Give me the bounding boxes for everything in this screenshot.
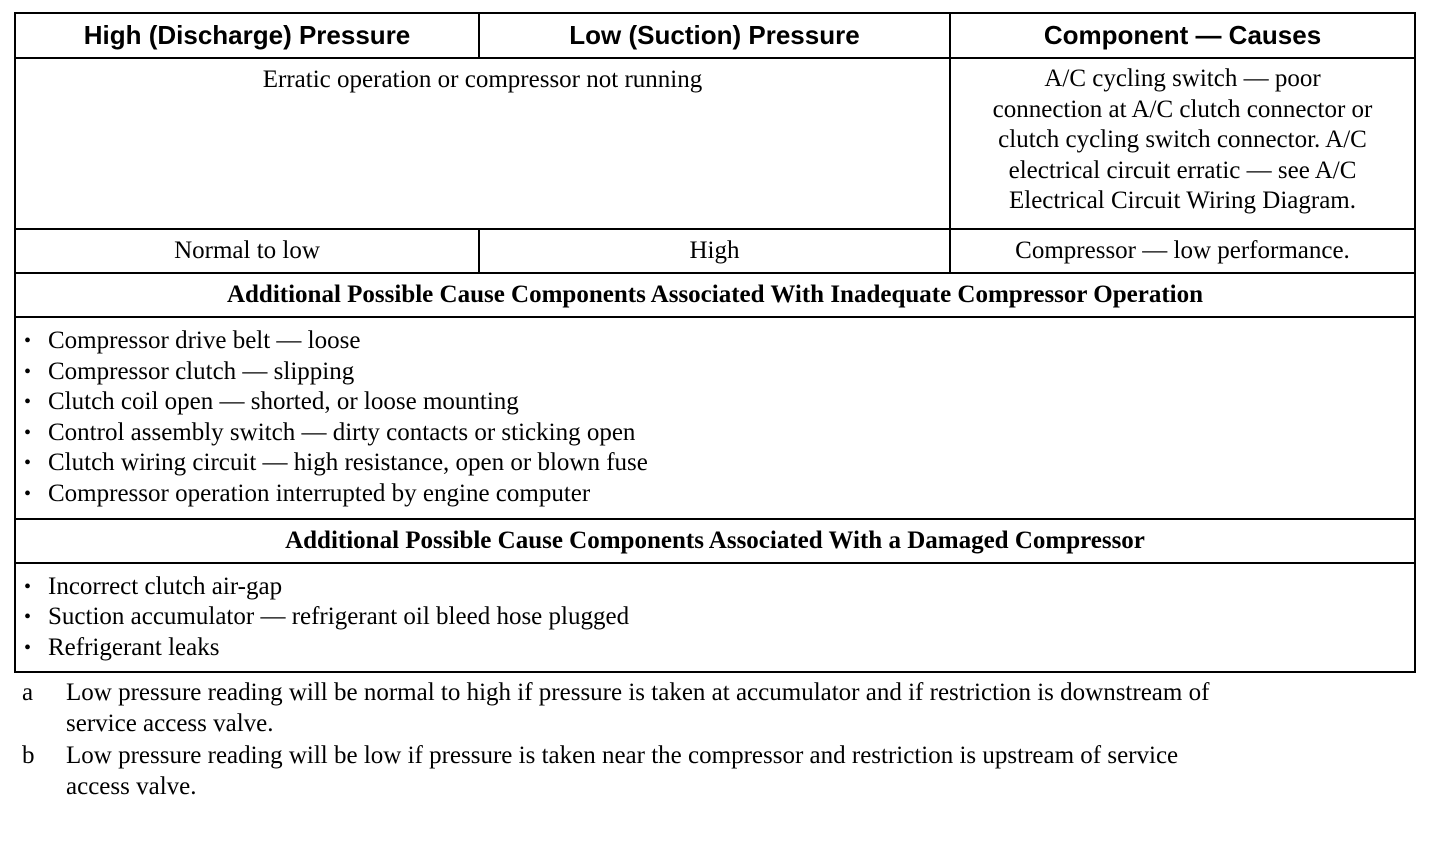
bullet-glyph: • <box>24 421 32 444</box>
cause-line: clutch cycling switch connector. A/C <box>998 126 1367 154</box>
cycling-switch-causes-cell <box>950 58 1415 229</box>
footnote-line: Low pressure reading will be normal to high if pressure is taken at accumulator and if restriction is downstream of <box>66 679 1210 706</box>
low-performance-row <box>15 229 1415 273</box>
bullet-glyph: • <box>24 636 32 659</box>
section2-title: Additional Possible Cause Components Associated With a Damaged Compressor <box>15 519 1415 563</box>
bullet-glyph: • <box>24 482 32 505</box>
section2-title-row <box>15 519 1415 563</box>
header-high-pressure: High (Discharge) Pressure <box>15 13 479 58</box>
cause-line: A/C cycling switch — poor <box>1044 65 1321 92</box>
section2-list-row <box>15 563 1415 673</box>
list-item-text: Refrigerant leaks <box>48 633 220 661</box>
footnotes <box>22 677 1402 803</box>
list-item <box>24 357 1414 388</box>
header-component-causes: Component — Causes <box>950 13 1415 58</box>
bullet-glyph: • <box>24 360 32 383</box>
section1-list <box>24 326 1414 510</box>
cause-line: electrical circuit erratic — see A/C <box>1008 156 1357 184</box>
section2-list-cell <box>15 563 1415 673</box>
cause-line: Electrical Circuit Wiring Diagram. <box>1008 187 1357 215</box>
list-item <box>24 479 1414 510</box>
header-low-pressure: Low (Suction) Pressure <box>479 13 950 58</box>
footnote-line: service access valve. <box>66 710 274 737</box>
compressor-cause: Compressor — low performance. <box>950 229 1415 273</box>
header-row <box>15 13 1415 58</box>
diagnosis-table <box>14 12 1416 673</box>
list-item-text: Compressor operation interrupted by engine computer <box>48 479 591 507</box>
high-pressure-value: Normal to low <box>15 229 479 273</box>
section2-list <box>24 572 1414 664</box>
list-item-text: Clutch coil open — shorted, or loose mounting <box>48 388 519 416</box>
list-item <box>24 418 1414 449</box>
footnote-b <box>22 740 1402 802</box>
list-item <box>24 572 1414 603</box>
footnote-a <box>22 677 1402 739</box>
list-item-text: Control assembly switch — dirty contacts or sticking open <box>48 418 636 446</box>
erratic-condition-cell: Erratic operation or compressor not running <box>15 58 950 229</box>
erratic-row <box>15 58 1415 229</box>
section1-list-cell <box>15 317 1415 519</box>
list-item-text: Clutch wiring circuit — high resistance, open or blown fuse <box>48 449 648 477</box>
section1-list-row <box>15 317 1415 519</box>
footnote-marker: b <box>22 742 35 769</box>
bullet-glyph: • <box>24 575 32 598</box>
list-item <box>24 326 1414 357</box>
cause-line: connection at A/C clutch connector or <box>992 95 1373 123</box>
bullet-glyph: • <box>24 391 32 414</box>
list-item-text: Compressor drive belt — loose <box>48 327 361 354</box>
list-item <box>24 633 1414 664</box>
bullet-glyph: • <box>24 452 32 475</box>
footnote-marker: a <box>22 679 34 706</box>
bullet-glyph: • <box>24 330 32 352</box>
section1-title: Additional Possible Cause Components Associated With Inadequate Compressor Operation <box>15 273 1415 317</box>
list-item <box>24 602 1414 633</box>
list-item <box>24 387 1414 418</box>
list-item-text: Suction accumulator — refrigerant oil bleed hose plugged <box>48 603 630 631</box>
list-item-text: Compressor clutch — slipping <box>48 357 355 385</box>
section1-title-row <box>15 273 1415 317</box>
list-item-text: Incorrect clutch air-gap <box>48 572 283 600</box>
footnote-line: access valve. <box>66 773 197 800</box>
list-item <box>24 448 1414 479</box>
low-pressure-value: High <box>479 229 950 273</box>
bullet-glyph: • <box>24 606 32 629</box>
footnote-line: Low pressure reading will be low if pressure is taken near the compressor and restriction is upstream of service <box>66 742 1179 769</box>
